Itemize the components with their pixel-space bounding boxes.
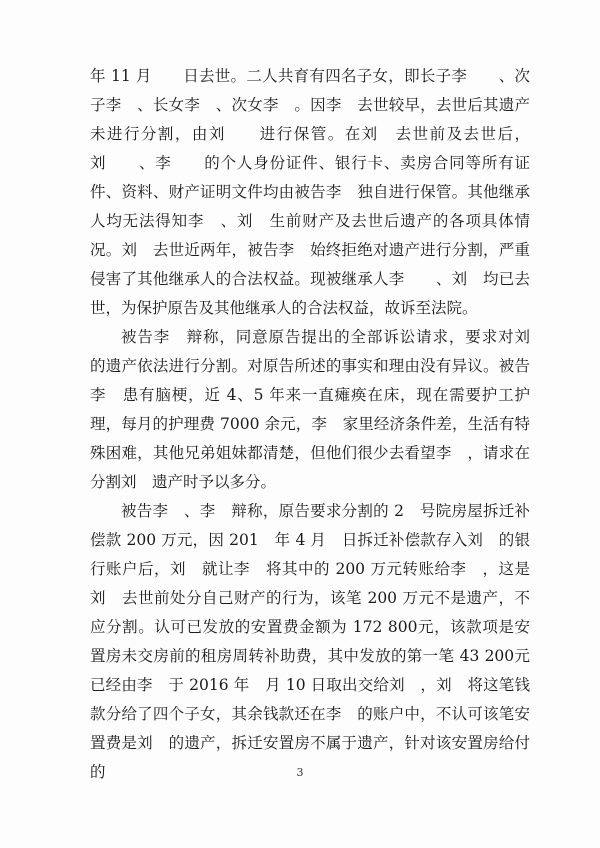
paragraph-1: 年 11 月 日去世。二人共育有四名子女，即长子李 、次子李 、长女李 、次女李 。因李 去世较早，去世后其遗产未进行分割，由刘 进行保管。在刘 去世前及去世后，刘 、李 的个人身份证件、银行卡、卖房合同等所有证件、资料、财产证明文件均由被告李 独自进行保管。其他继承人均无法得知李 、刘 生前财产及去世后遗产的各项具体情况。刘 去世近两年，被告李 始终拒绝对遗产进行分割，严重侵害了其他继承人的合法权益。现被继承人李 、刘 均已去世，为保护原告及其他继承人的合法权益，故诉至法院。 — [90, 67, 530, 317]
paragraph-3: 被告李 、李 辩称，原告要求分割的 2 号院房屋拆迁补偿款 200 万元，因 201 年 4 月 日拆迁补偿款存入刘 的银行账户后，刘 就让李 将其中的 200 万元转账给李 ，这是刘 去世前处分自己财产的行为，该笔 200 万元不是遗产，不应分割。认可已发放的安置费金额为 172 800元，该款项是安置房未交房前的租房周转补助费，其中发放的第一笔 43 200元已经由李 于 2016 年 月 10 日取出交给刘 ，刘 将这笔钱款分给了四个子女，其余钱款还在李 的账户中，不认可该笔安置费是刘 的遗产，拆迁安置房不属于遗产，针对该安置房给付的 — [90, 502, 530, 781]
document-body — [90, 62, 546, 787]
paragraph-2: 被告李 辩称，同意原告提出的全部诉讼请求，要求对刘 的遗产依法进行分割。对原告所述的事实和理由没有异议。被告李 患有脑梗，近 4、5 年来一直瘫痪在床，现在需要护工护理，每月的护理费 7000 余元，李 家里经济条件差，生活有特殊困难，其他兄弟姐妹都清楚，但他们很少去看望李 ，请求在分割刘 遗产时予以多分。 — [90, 328, 546, 491]
page-number: 3 — [296, 766, 304, 779]
